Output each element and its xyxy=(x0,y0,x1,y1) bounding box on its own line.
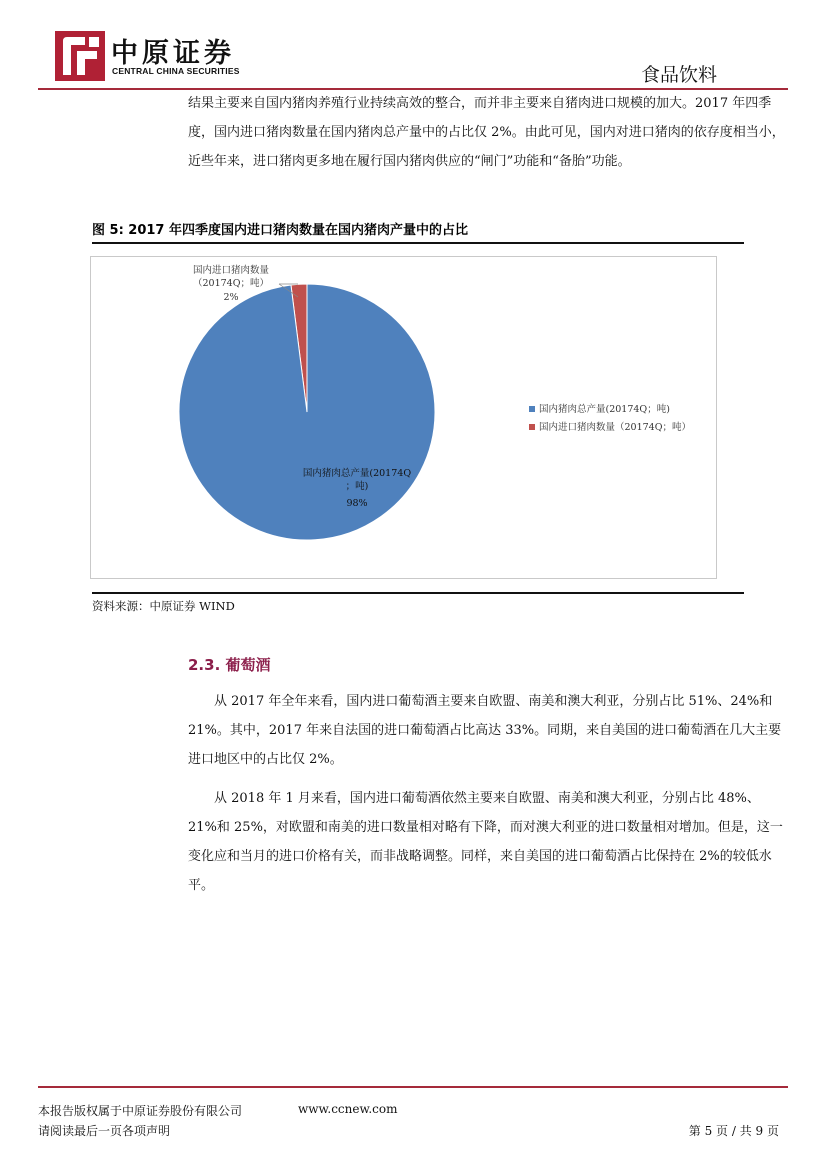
legend-swatch-import xyxy=(529,424,535,430)
footer-divider xyxy=(38,1086,788,1088)
section-paragraph-1-text: 从 2017 年全年来看，国内进口葡萄酒主要来自欧盟、南美和澳大利亚，分别占比 51%、24%和 21%。其中，2017 年来自法国的进口葡萄酒占比高达 33%。同期，来自美国的进口葡萄酒在几大主要进口地区中的占比仅 2%。 xyxy=(188,694,782,767)
section-paragraph-2 xyxy=(188,784,786,900)
data-label-total-pct: 98% xyxy=(346,498,368,509)
figure-bottom-rule xyxy=(92,592,744,594)
section-paragraph-1 xyxy=(188,687,786,774)
company-logo-icon xyxy=(55,31,105,81)
section-title: 2.3. 葡萄酒 xyxy=(188,656,271,674)
legend-label-import: 国内进口猪肉数量（20174Q；吨） xyxy=(539,422,692,433)
pie-chart-container xyxy=(90,256,717,579)
intro-text: 结果主要来自国内猪肉养殖行业持续高效的整合，而并非主要来自猪肉进口规模的加大。2017 年四季度，国内进口猪肉数量在国内猪肉总产量中的占比仅 2%。由此可见，国内对进口猪肉的依存度相当小，近些年来，进口猪肉更多地在履行国内猪肉供应的“闸门”功能和“备胎”功能。 xyxy=(188,96,785,169)
intro-paragraph xyxy=(188,89,786,176)
figure-top-rule xyxy=(92,242,744,244)
data-label-import-line2: （20174Q；吨） xyxy=(192,278,270,289)
section-paragraph-2-text: 从 2018 年 1 月来看，国内进口葡萄酒依然主要来自欧盟、南美和澳大利亚，分别占比 48%、21%和 25%，对欧盟和南美的进口数量相对略有下降，而对澳大利亚的进口数量相对增加。但是，这一变化应和当月的进口价格有关，而非战略调整。同样，来自美国的进口葡萄酒占比保持在 2%的较低水平。 xyxy=(188,791,783,893)
pie-chart xyxy=(91,257,716,578)
logo-english-name: CENTRAL CHINA SECURITIES xyxy=(112,66,240,76)
legend-label-total: 国内猪肉总产量(20174Q；吨) xyxy=(539,404,670,415)
data-label-total-line2: ；吨) xyxy=(345,481,369,492)
footer-disclaimer: 请阅读最后一页各项声明 xyxy=(38,1124,171,1138)
footer-website-link[interactable]: www.ccnew.com xyxy=(298,1102,398,1116)
logo-chinese-name: 中原证券 xyxy=(111,38,235,69)
chart-legend xyxy=(529,403,691,433)
footer-page-number: 第 5 页 / 共 9 页 xyxy=(688,1124,779,1138)
legend-swatch-total xyxy=(529,406,535,412)
data-label-import-pct: 2% xyxy=(223,292,239,303)
figure-title: 图 5: 2017 年四季度国内进口猪肉数量在国内猪肉产量中的占比 xyxy=(92,223,469,238)
pie-slice-total-production xyxy=(179,284,435,540)
footer-copyright: 本报告版权属于中原证券股份有限公司 xyxy=(38,1104,243,1118)
data-label-total-line1: 国内猪肉总产量(20174Q xyxy=(302,468,412,479)
figure-source: 资料来源：中原证券 WIND xyxy=(92,599,235,613)
report-category: 食品饮料 xyxy=(640,64,717,86)
pie-slices xyxy=(179,284,435,540)
data-label-import-line1: 国内进口猪肉数量 xyxy=(192,265,270,276)
